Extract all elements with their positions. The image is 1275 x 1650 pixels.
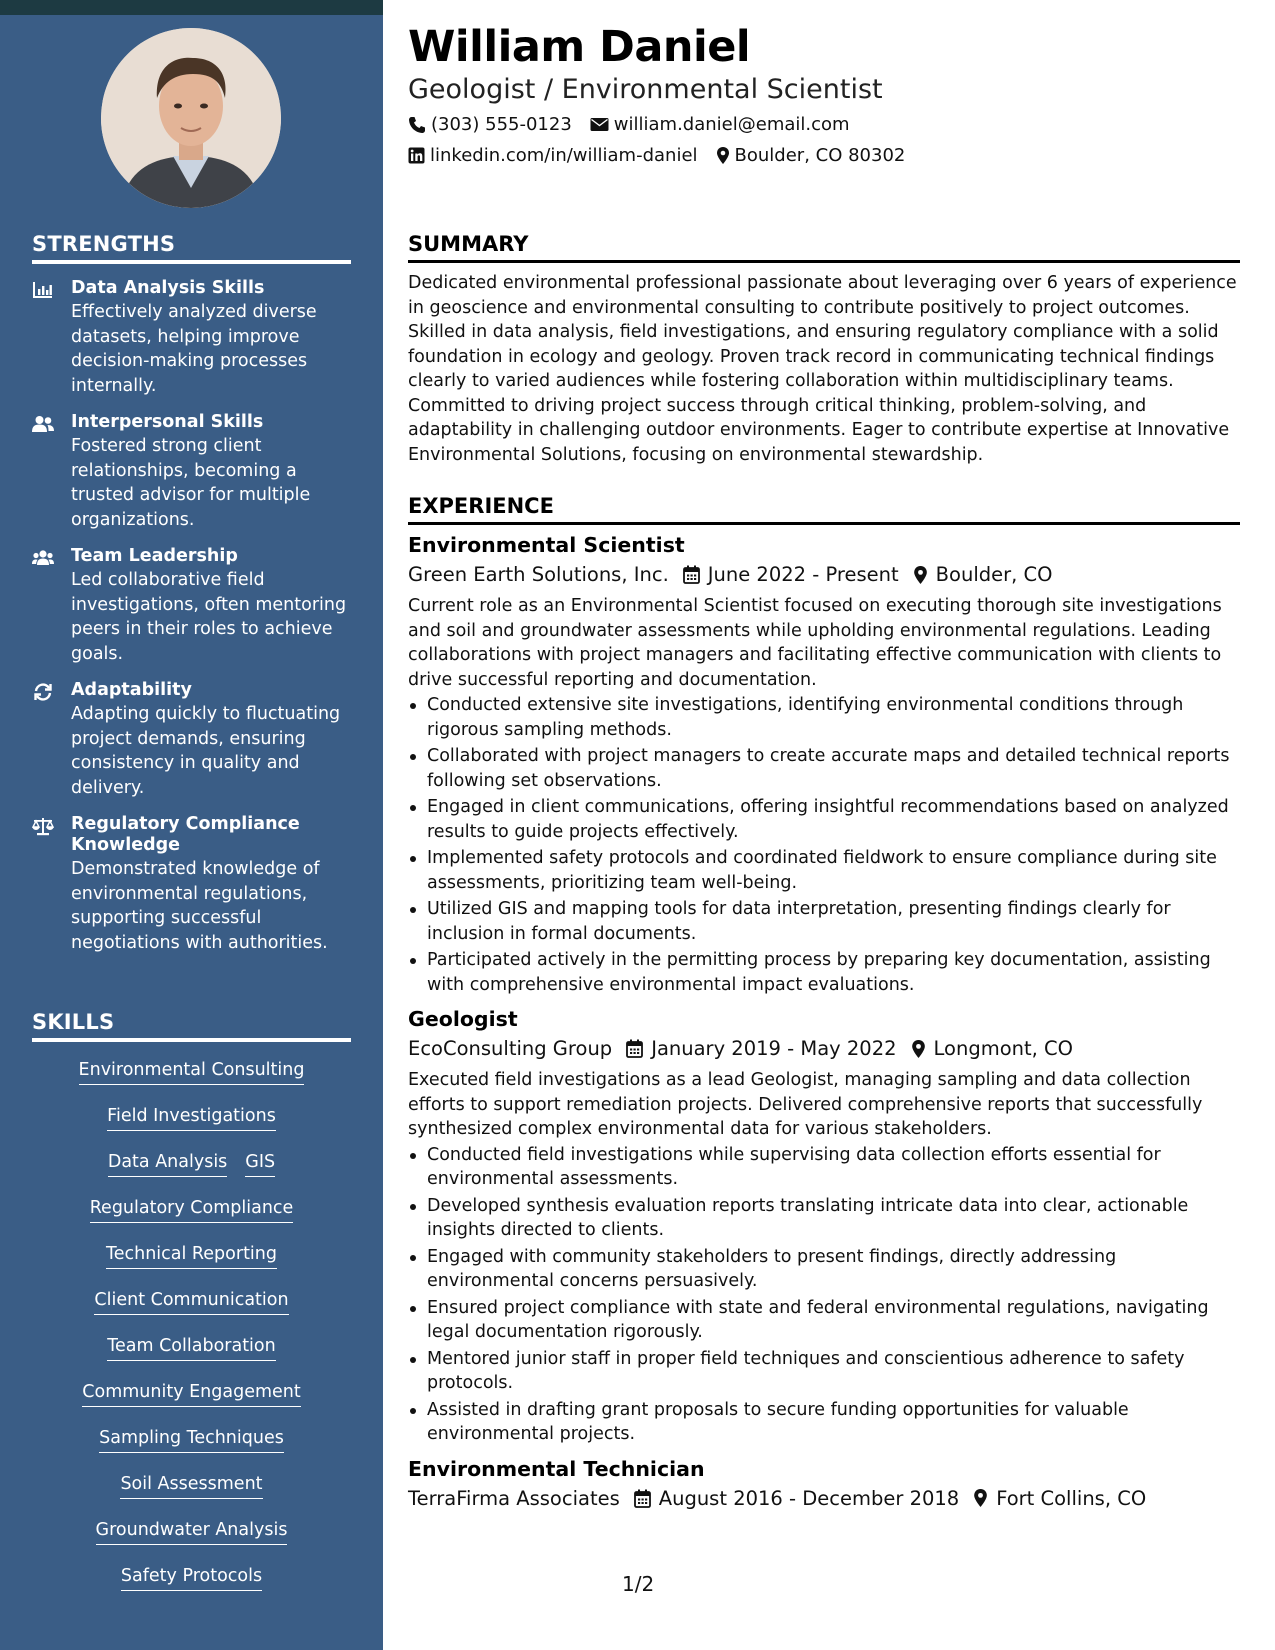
strength-title: Team Leadership (71, 546, 238, 566)
avatar (101, 28, 281, 208)
job-dates: January 2019 - May 2022 (651, 1037, 897, 1060)
strength-title: Interpersonal Skills (71, 412, 264, 432)
bullet-item: Conducted field investigations while supervising data collection efforts essential for environmental assessments. (408, 1143, 1240, 1192)
strength-item (32, 814, 351, 955)
email-text[interactable]: william.daniel@email.com (613, 114, 850, 135)
strengths-heading: STRENGTHS (32, 232, 351, 264)
scale-icon (32, 816, 54, 836)
skill-tag: Team Collaboration (107, 1336, 275, 1361)
job-company: TerraFirma Associates (408, 1486, 620, 1510)
bullet-item: Mentored junior staff in proper field techniques and conscientious adherence to safety protocols. (408, 1347, 1240, 1396)
skill-tag: Technical Reporting (106, 1244, 277, 1269)
skill-tag: GIS (245, 1152, 275, 1177)
location-text: Boulder, CO 80302 (734, 145, 906, 166)
strength-title: Regulatory Compliance Knowledge (71, 814, 300, 855)
bullet-item: Utilized GIS and mapping tools for data interpretation, presenting findings clearly for inclusion in formal documents. (408, 897, 1240, 946)
users-icon (32, 414, 54, 434)
profile-photo (101, 28, 281, 208)
phone-text: (303) 555-0123 (431, 114, 572, 135)
linkedin-contact[interactable] (408, 145, 698, 166)
skill-tag: Groundwater Analysis (96, 1520, 288, 1545)
job-location: Boulder, CO (935, 563, 1053, 586)
skills-list (32, 1054, 351, 1606)
skills-section (32, 1010, 351, 1606)
bullet-item: Assisted in drafting grant proposals to secure funding opportunities for valuable environmental projects. (408, 1398, 1240, 1447)
job-title: Geologist (408, 1007, 518, 1031)
sync-icon (32, 682, 54, 702)
bullet-item: Collaborated with project managers to create accurate maps and detailed technical reports following set observations. (408, 744, 1240, 793)
sidebar-top-bar (0, 0, 383, 15)
job-bullets (408, 693, 1240, 997)
skill-tag: Environmental Consulting (79, 1060, 305, 1085)
skill-tag: Sampling Techniques (99, 1428, 284, 1453)
strength-description: Effectively analyzed diverse datasets, helping improve decision-making processes internally. (71, 302, 317, 396)
experience-section (408, 494, 1240, 1510)
bullet-item: Engaged in client communications, offering insightful recommendations based on analyzed results to guide projects effectively. (408, 795, 1240, 844)
job-company: EcoConsulting Group (408, 1037, 613, 1060)
map-pin-icon (973, 1488, 988, 1508)
skill-tag: Safety Protocols (121, 1566, 262, 1591)
bullet-item: Participated actively in the permitting process by preparing key documentation, assisting with comprehensive environmental impact evaluations. (408, 948, 1240, 997)
map-pin-icon (911, 1039, 926, 1059)
sidebar (0, 0, 383, 1650)
strength-description: Led collaborative field investigations, often mentoring peers in their roles to achieve goals. (71, 570, 347, 664)
strength-title: Adaptability (71, 680, 192, 700)
job-description: Executed field investigations as a lead Geologist, managing sampling and data collection efforts to support remediation projects. Delivered comprehensive reports that successfully synthesized complex environmental data for various stakeholders. (408, 1070, 1203, 1139)
strengths-section (32, 232, 351, 955)
experience-heading: EXPERIENCE (408, 494, 1240, 525)
skill-tag: Client Communication (94, 1290, 288, 1315)
bullet-item: Ensured project compliance with state and federal environmental regulations, navigating legal documentation rigorously. (408, 1296, 1240, 1345)
job-meta (408, 563, 1240, 586)
job-description: Current role as an Environmental Scientist focused on executing thorough site investigations and soil and groundwater assessments while upholding environmental regulations. Leading collaborations with project managers and facilitating effective communication with clients to drive successful reporting and documentation. (408, 596, 1222, 690)
page-number: 1/2 (622, 1572, 655, 1596)
job-title: Environmental Technician (408, 1456, 705, 1481)
job-company: Green Earth Solutions, Inc. (408, 563, 669, 586)
linkedin-text[interactable]: linkedin.com/in/william-daniel (430, 145, 698, 166)
strength-description: Demonstrated knowledge of environmental regulations, supporting successful negotiations with authorities. (71, 859, 328, 953)
calendar-icon (626, 1039, 643, 1058)
strength-description: Fostered strong client relationships, becoming a trusted advisor for multiple organizations. (71, 436, 311, 530)
contact-row-2 (408, 145, 923, 166)
phone-icon (408, 116, 426, 134)
job-bullets (408, 1143, 1240, 1447)
bullet-item: Implemented safety protocols and coordinated fieldwork to ensure compliance during site assessments, prioritizing team well-being. (408, 846, 1240, 895)
bullet-item: Developed synthesis evaluation reports translating intricate data into clear, actionable insights directed to clients. (408, 1194, 1240, 1243)
map-pin-icon (913, 565, 928, 585)
job-entry (408, 533, 1240, 997)
calendar-icon (683, 565, 700, 584)
job-title: Environmental Scientist (408, 533, 685, 557)
job-entry (408, 1007, 1240, 1447)
job-location: Longmont, CO (933, 1037, 1073, 1060)
envelope-icon (590, 117, 609, 132)
contact-row (408, 114, 868, 135)
job-meta (408, 1487, 1240, 1510)
team-icon (32, 548, 54, 568)
skill-tag: Community Engagement (82, 1382, 300, 1407)
summary-section (408, 232, 1240, 467)
strength-description: Adapting quickly to fluctuating project demands, ensuring consistency in quality and delivery. (71, 704, 341, 798)
bullet-item: Conducted extensive site investigations, identifying environmental conditions through rigorous sampling methods. (408, 693, 1240, 742)
linkedin-icon (408, 147, 425, 164)
strength-item (32, 278, 351, 398)
skill-tag: Field Investigations (107, 1106, 276, 1131)
skill-tag: Data Analysis (108, 1152, 227, 1177)
phone-contact (408, 114, 572, 135)
candidate-name: William Daniel (408, 22, 751, 72)
summary-heading: SUMMARY (408, 232, 1240, 263)
bullet-item: Engaged with community stakeholders to present findings, directly addressing environmental concerns persuasively. (408, 1245, 1240, 1294)
job-entry (408, 1457, 1240, 1510)
location-contact (716, 145, 906, 166)
email-contact[interactable] (590, 114, 850, 135)
bar-chart-icon (32, 280, 54, 300)
skills-heading: SKILLS (32, 1010, 351, 1042)
strength-item (32, 680, 351, 800)
summary-text: Dedicated environmental professional passionate about leveraging over 6 years of experience in geoscience and environmental consulting to contribute positively to project outcomes. Skilled in data analysis, field investigations, and ensuring regulatory compliance with a solid foundation in ecology and geology. Proven track record in communicating technical findings clearly to varied audiences while fostering collaboration within multidisciplinary teams. Committed to driving project success through critical thinking, problem-solving, and adaptability in challenging outdoor environments. Eager to contribute expertise at Innovative Environmental Solutions, focusing on environmental stewardship. (408, 273, 1237, 465)
skill-tag: Regulatory Compliance (90, 1198, 294, 1223)
strength-title: Data Analysis Skills (71, 278, 265, 298)
calendar-icon (634, 1489, 651, 1508)
job-dates: June 2022 - Present (707, 563, 899, 586)
map-pin-icon (716, 146, 730, 165)
job-dates: August 2016 - December 2018 (658, 1486, 960, 1510)
job-location: Fort Collins, CO (996, 1486, 1147, 1510)
strength-item (32, 412, 351, 532)
candidate-role: Geologist / Environmental Scientist (408, 74, 883, 105)
skill-tag: Soil Assessment (120, 1474, 262, 1499)
job-meta (408, 1037, 1240, 1060)
strength-item (32, 546, 351, 666)
